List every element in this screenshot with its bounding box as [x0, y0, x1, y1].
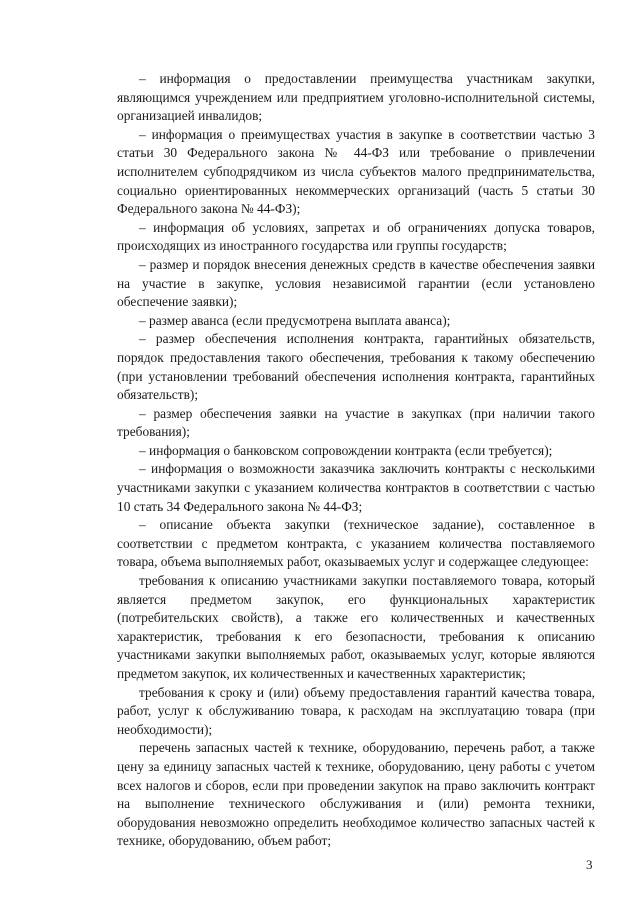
paragraph-5: – размер аванса (если предусмотрена выплата аванса);	[139, 312, 451, 328]
paragraph-11: требования к описанию участниками закупки поставляемого товара, который является предметом закупок, его функциональных характеристик (потребительских свойств), а также его количественных и качественных характеристик, требования к его безопасности, требования к описанию участниками закупки выполняемых работ, оказываемых услуг, которые являются предметом закупок, их количественных и качественных характеристик;	[117, 573, 595, 681]
paragraph-9: – информация о возможности заказчика заключить контракты с несколькими участниками закупки с указанием количества контрактов в соответствии с частью 10 стать 34 Федерального закона № 44-ФЗ;	[117, 461, 595, 514]
document-body	[117, 70, 595, 851]
paragraph-12: требования к сроку и (или) объему предоставления гарантий качества товара, работ, услуг к обслуживанию товара, к расходам на эксплуатацию товара (при необходимости);	[117, 684, 595, 737]
paragraph-4: – размер и порядок внесения денежных средств в качестве обеспечения заявки на участие в закупке, условия независимой гарантии (если установлено обеспечение заявки);	[117, 256, 595, 310]
paragraph-13: перечень запасных частей к технике, оборудованию, перечень работ, а также цену за единицу запасных частей к технике, оборудованию, цену работы с учетом всех налогов и сборов, если при проведении закупок на право заключить контракт на выполнение технического обслуживания и (или) ремонта техники, оборудования невозможно определить необходимое количество запасных частей к технике, оборудованию, объем работ;	[117, 740, 595, 849]
paragraph-6: – размер обеспечения исполнения контракта, гарантийных обязательств, порядок предоставления такого обеспечения, требования к такому обеспечению (при установлении требований обеспечения исполнения контракта, гарантийных обязательств);	[117, 331, 595, 403]
paragraph-8: – информация о банковском сопровождении контракта (если требуется);	[139, 442, 553, 458]
paragraph-2: – информация о преимуществах участия в закупке в соответствии частью 3 статьи 30 Федерального закона № 44-ФЗ или требование о привлечении исполнителем субподрядчиком из числа субъектов малого предпринимательства, социально ориентированных некоммерческих организаций (часть 5 статьи 30 Федерального закона № 44-ФЗ);	[117, 126, 595, 217]
paragraph-7: – размер обеспечения заявки на участие в закупках (при наличии такого требования);	[117, 405, 595, 440]
paragraph-3: – информация об условиях, запретах и об ограничениях допуска товаров, происходящих из иностранного государства или группы государств;	[117, 219, 595, 254]
page-number: 3	[586, 857, 593, 872]
paragraph-1: – информация о предоставлении преимущества участникам закупки, являющимся учреждением или предприятием уголовно-исполнительной системы, организацией инвалидов;	[117, 71, 595, 124]
paragraph-10: – описание объекта закупки (техническое задание), составленное в соответствии с предметом контракта, с указанием количества поставляемого товара, объема выполняемых работ, оказываемых услуг и содержащее следующее:	[117, 517, 595, 570]
